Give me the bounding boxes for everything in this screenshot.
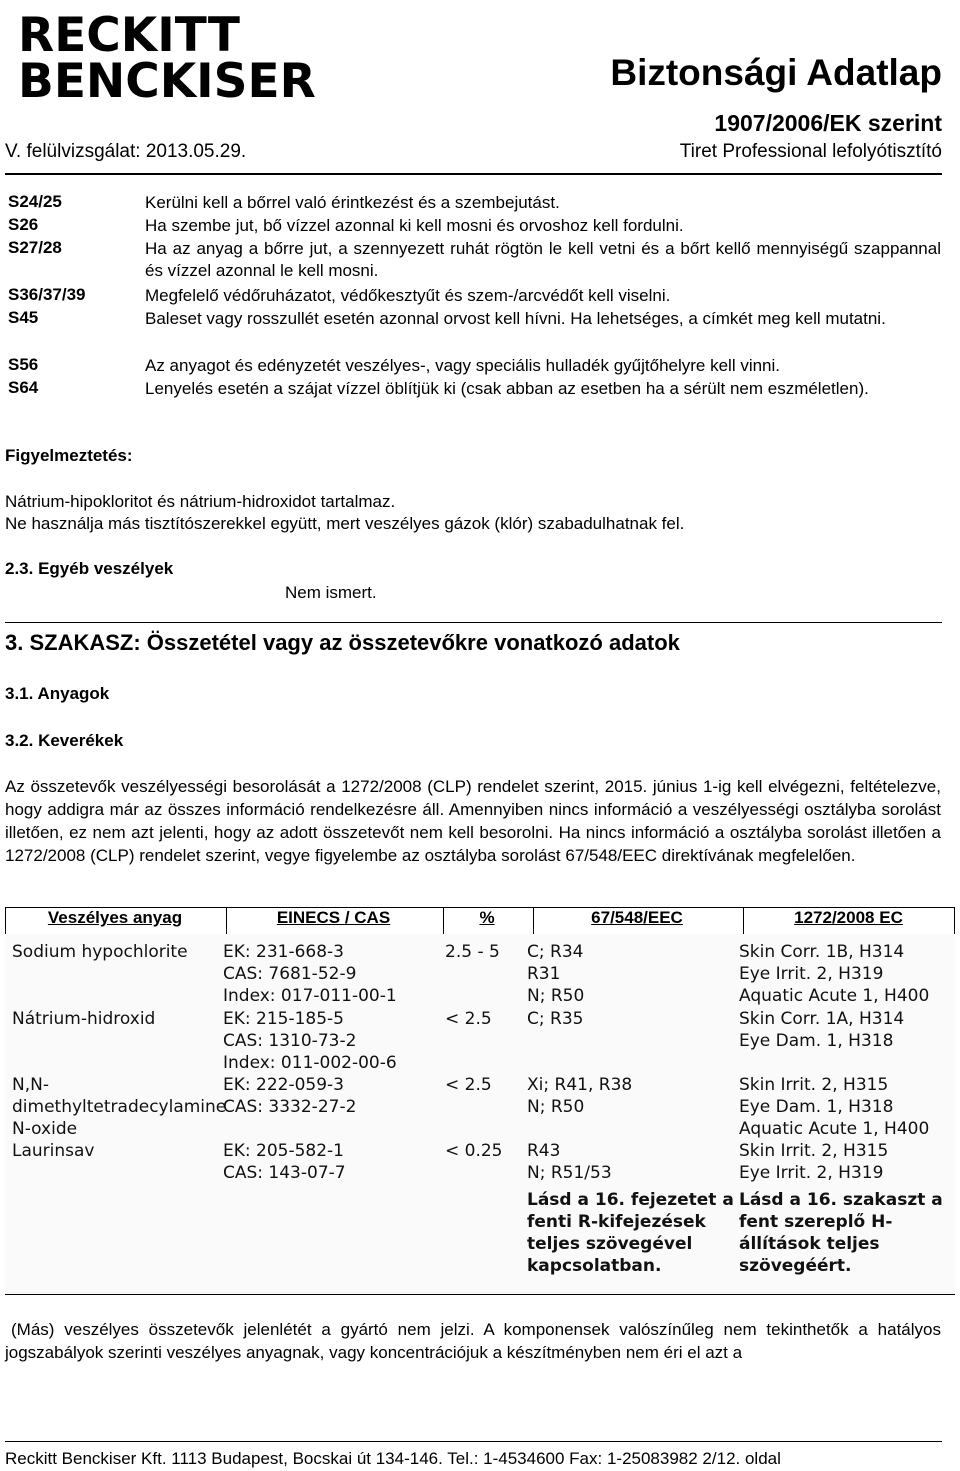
column-header: Veszélyes anyag (47, 908, 183, 927)
column-header: 1272/2008 EC (794, 908, 903, 927)
substance-id: CAS: 7681-52-9 (223, 964, 357, 984)
phrase-code: S45 (8, 308, 39, 327)
column-header: 67/548/EEC (591, 908, 683, 927)
logo-line-1: RECKITT (18, 8, 240, 63)
phrase-code: S27/28 (8, 238, 62, 257)
phrase-text: Megfelelő védőruházatot, védőkesztyűt és szem-/arcvédőt kell viselni. (145, 286, 671, 305)
regulation-reference: 1907/2006/EK szerint (714, 110, 942, 136)
warning-line: Ne használja más tisztítószerekkel együtt, mert veszélyes gázok (klór) szabadulhatnak fel. (5, 514, 685, 533)
section-heading: 3. SZAKASZ: Összetétel vagy az összetevőkre vonatkozó adatok (5, 630, 680, 655)
substance-id: Index: 011-002-00-6 (223, 1053, 397, 1073)
clp-note: fent szereplő H- (739, 1212, 893, 1232)
substance-percent: < 0.25 (445, 1141, 503, 1161)
substance-percent: < 2.5 (445, 1009, 492, 1029)
clp-note: szövegéért. (739, 1256, 852, 1276)
other-hazards-value: Nem ismert. (285, 583, 377, 602)
phrase-code: S56 (8, 355, 39, 374)
substance-id: EK: 231-668-3 (223, 942, 345, 962)
subsection-substances: 3.1. Anyagok (5, 684, 110, 703)
footer-divider (5, 1441, 942, 1442)
substance-percent: < 2.5 (445, 1075, 492, 1095)
eec-note: fenti R-kifejezések (527, 1212, 706, 1232)
section-divider (5, 622, 942, 623)
substance-name: N,N- (12, 1075, 49, 1095)
eec-note: kapcsolatban. (527, 1256, 662, 1276)
document-title: Biztonsági Adatlap (610, 52, 942, 93)
phrase-code: S36/37/39 (8, 285, 86, 304)
substance-id: EK: 215-185-5 (223, 1009, 345, 1029)
phrase-code: S24/25 (8, 192, 62, 211)
substance-name: Nátrium-hidroxid (12, 1009, 156, 1029)
substance-id: CAS: 1310-73-2 (223, 1031, 357, 1051)
substance-id: Index: 017-011-00-1 (223, 986, 397, 1006)
company-logo (18, 8, 316, 109)
eec-classification: N; R51/53 (527, 1163, 612, 1183)
substance-id: EK: 222-059-3 (223, 1075, 345, 1095)
substance-id: CAS: 3332-27-2 (223, 1097, 357, 1117)
phrase-text: Ha szembe jut, bő vízzel azonnal ki kell mosni és orvoshoz kell fordulni. (145, 216, 684, 235)
substance-id: CAS: 143-07-7 (223, 1163, 346, 1183)
subsection-mixtures: 3.2. Keverékek (5, 731, 124, 750)
substance-name: Sodium hypochlorite (12, 942, 188, 962)
clp-classification: Eye Dam. 1, H318 (739, 1031, 894, 1051)
column-header: EINECS / CAS (276, 908, 391, 927)
eec-note: Lásd a 16. fejezetet a (527, 1190, 734, 1210)
eec-classification: C; R34 (527, 942, 584, 962)
phrase-text: Baleset vagy rosszullét esetén azonnal orvost kell hívni. Ha lehetséges, a címkét meg kell mutatni. (145, 309, 886, 328)
clp-classification: Skin Irrit. 2, H315 (739, 1075, 889, 1095)
warning-line: Nátrium-hipokloritot és nátrium-hidroxidot tartalmaz. (5, 492, 396, 511)
substance-percent: 2.5 - 5 (445, 942, 500, 962)
revision-date: V. felülvizsgálat: 2013.05.29. (5, 141, 247, 162)
eec-classification: C; R35 (527, 1009, 584, 1029)
eec-classification: R43 (527, 1141, 561, 1161)
composition-table-body (5, 934, 955, 1294)
clp-note: állítások teljes (739, 1234, 880, 1254)
product-name: Tiret Professional lefolyótisztító (679, 141, 942, 162)
clp-classification: Aquatic Acute 1, H400 (739, 986, 930, 1006)
substance-name: dimethyltetradecylamine (12, 1097, 227, 1117)
phrase-text: Lenyelés esetén a szájat vízzel öblítjük ki (csak abban az esetben ha a sérült nem eszméletlen). (145, 379, 869, 398)
eec-note: teljes szövegével (527, 1234, 693, 1254)
clp-classification: Skin Corr. 1A, H314 (739, 1009, 905, 1029)
warning-label: Figyelmeztetés: (5, 446, 133, 465)
phrase-text: Az anyagot és edényzetét veszélyes-, vagy speciális hulladék gyűjtőhelyre kell vinni. (145, 356, 781, 375)
phrase-text: Ha az anyag a bőrre jut, a szennyezett ruhát rögtön le kell vetni és a bőrt kellő mennyiségű szappannal és vízzel azonnal le kell mosni. (145, 239, 941, 280)
substance-id: EK: 205-582-1 (223, 1141, 345, 1161)
clp-note: Lásd a 16. szakaszt a (739, 1190, 943, 1210)
clp-classification: Skin Irrit. 2, H315 (739, 1141, 889, 1161)
substance-name: N-oxide (12, 1119, 78, 1139)
phrase-code: S64 (8, 378, 39, 397)
clp-classification: Eye Irrit. 2, H319 (739, 964, 884, 984)
other-hazards-label: 2.3. Egyéb veszélyek (5, 559, 174, 578)
table-header-row (5, 908, 955, 932)
clp-classification: Eye Dam. 1, H318 (739, 1097, 894, 1117)
eec-classification: Xi; R41, R38 (527, 1075, 633, 1095)
logo-line-2: BENCKISER (18, 54, 316, 109)
header-divider (5, 173, 942, 175)
other-components-paragraph: (Más) veszélyes összetevők jelenlétét a gyártó nem jelzi. A komponensek valószínűleg nem tekinthetők a hatályos jogszabályok szerinti veszélyes anyagnak, vagy koncentrációjuk a készítményben nem éri el azt a (5, 1320, 941, 1362)
phrase-code: S26 (8, 215, 39, 234)
substance-name: Laurinsav (12, 1141, 95, 1161)
clp-classification: Skin Corr. 1B, H314 (739, 942, 905, 962)
eec-classification: N; R50 (527, 986, 585, 1006)
page-footer: Reckitt Benckiser Kft. 1113 Budapest, Bocskai út 134-146. Tel.: 1-4534600 Fax: 1-25083982 2/12. oldal (5, 1449, 781, 1468)
classification-paragraph: Az összetevők veszélyességi besorolását a 1272/2008 (CLP) rendelet szerint, 2015. június 1-ig kell elvégezni, feltételezve, hogy addigra már az összes információ rendelkezésre áll. Amennyiben nincs információ a veszélyességi osztályba sorolást illetően, ez nem azt jelenti, hogy az adott összetevőt nem kell besorolni. Ha nincs információ a osztályba sorolást illetően a 1272/2008 (CLP) rendelet szerint, vegye figyelembe az osztályba sorolást 67/548/EEC direktívának megfelelően. (5, 777, 941, 865)
eec-classification: N; R50 (527, 1097, 585, 1117)
clp-classification: Aquatic Acute 1, H400 (739, 1119, 930, 1139)
clp-classification: Eye Irrit. 2, H319 (739, 1163, 884, 1183)
column-header: % (479, 908, 495, 927)
phrase-text: Kerülni kell a bőrrel való érintkezést és a szembejutást. (145, 193, 560, 212)
eec-classification: R31 (527, 964, 561, 984)
